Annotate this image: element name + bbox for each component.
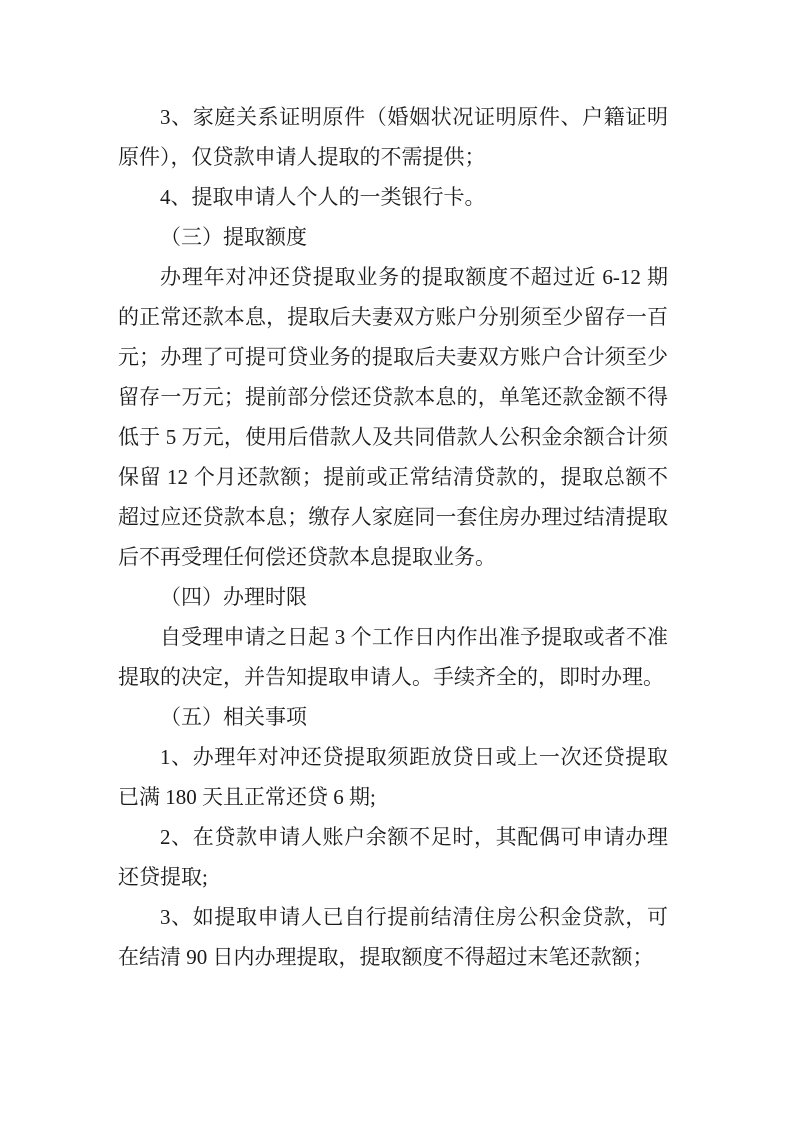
paragraph-related-matter-2: 2、在贷款申请人账户余额不足时，其配偶可申请办理还贷提取; — [118, 825, 668, 889]
paragraph-related-matter-3: 3、如提取申请人已自行提前结清住房公积金贷款，可在结清 90 日内办理提取，提取额度不得超过末笔还款额； — [118, 905, 668, 969]
paragraph-related-matter-1: 1、办理年对冲还贷提取须距放贷日或上一次还贷提取已满 180 天且正常还贷 6 期; — [118, 745, 668, 809]
paragraph-item-4-bank-card: 4、提取申请人个人的一类银行卡。 — [160, 185, 486, 209]
paragraph-withdrawal-quota-body: 办理年对冲还贷提取业务的提取额度不超过近 6-12 期的正常还款本息，提取后夫妻双方账户分别须至少留存一百元；办理了可提可贷业务的提取后夫妻双方账户合计须至少留存一万元；提前部分偿还贷款本息的，单笔还款金额不得低于 5 万元，使用后借款人及共同借款人公积金余额合计须保留 12 个月还款额；提前或正常结清贷款的，提取总额不超过应还贷款本息；缴存人家庭同一套住房办理过结清提取后不再受理任何偿还贷款本息提取业务。 — [118, 265, 668, 569]
paragraph-processing-time-body: 自受理申请之日起 3 个工作日内作出准予提取或者不准提取的决定，并告知提取申请人。手续齐全的，即时办理。 — [118, 625, 668, 689]
section-heading-processing-time: （四）办理时限 — [160, 585, 307, 609]
section-heading-withdrawal-quota: （三）提取额度 — [160, 225, 307, 249]
paragraph-item-3-family-certificates: 3、家庭关系证明原件（婚姻状况证明原件、户籍证明原件），仅贷款申请人提取的不需提供； — [118, 105, 668, 169]
section-heading-related-matters: （五）相关事项 — [160, 705, 307, 729]
